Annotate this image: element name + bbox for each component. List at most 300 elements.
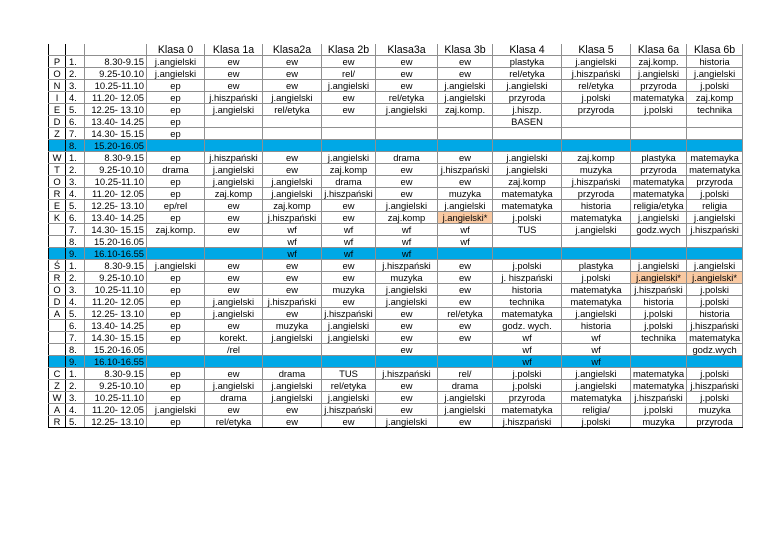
- subject-cell: j.hiszpański: [322, 188, 376, 200]
- subject-cell: ew: [376, 344, 438, 356]
- subject-cell: przyroda: [687, 416, 743, 428]
- lesson-time: 9.25-10.10: [85, 380, 147, 392]
- subject-cell: zaj.komp.: [438, 104, 493, 116]
- subject-cell: ep: [147, 176, 205, 188]
- subject-cell: j.angielski: [562, 380, 631, 392]
- lesson-time: 12.25- 13.10: [85, 104, 147, 116]
- subject-cell: [562, 140, 631, 152]
- subject-cell: wf: [376, 236, 438, 248]
- subject-cell: muzyka: [438, 188, 493, 200]
- subject-cell: j.hiszp.: [493, 104, 562, 116]
- class-header: Klasa 6a: [631, 44, 687, 56]
- day-letter: [49, 140, 66, 152]
- subject-cell: wf: [493, 356, 562, 368]
- subject-cell: [631, 248, 687, 260]
- subject-cell: ep: [147, 128, 205, 140]
- subject-cell: drama: [438, 380, 493, 392]
- lesson-number: 6.: [66, 320, 85, 332]
- subject-cell: j.hiszpański: [687, 380, 743, 392]
- subject-cell: [438, 344, 493, 356]
- subject-cell: ew: [376, 188, 438, 200]
- subject-cell: [562, 116, 631, 128]
- subject-cell: j.hiszpański: [205, 152, 263, 164]
- day-letter: O: [49, 284, 66, 296]
- subject-cell: technika: [493, 296, 562, 308]
- lesson-time: 10.25-11.10: [85, 392, 147, 404]
- lesson-number: 1.: [66, 260, 85, 272]
- day-letter: W: [49, 152, 66, 164]
- class-header: Klasa 3b: [438, 44, 493, 56]
- subject-cell: matematyka: [631, 188, 687, 200]
- subject-cell: ep: [147, 272, 205, 284]
- subject-cell: zaj.komp.: [147, 224, 205, 236]
- subject-cell: j.polski: [493, 212, 562, 224]
- subject-cell: j.polski: [493, 368, 562, 380]
- subject-cell: ep: [147, 284, 205, 296]
- lesson-number: 2.: [66, 272, 85, 284]
- subject-cell: zaj.komp: [263, 200, 322, 212]
- subject-cell: matematyka: [562, 392, 631, 404]
- subject-cell: ew: [322, 416, 376, 428]
- day-letter: C: [49, 368, 66, 380]
- subject-cell: [322, 116, 376, 128]
- lesson-row: [49, 56, 743, 68]
- lesson-row: [49, 416, 743, 428]
- subject-cell: matematyka: [493, 308, 562, 320]
- subject-cell: ew: [376, 56, 438, 68]
- subject-cell: muzyka: [322, 284, 376, 296]
- subject-cell: wf: [263, 248, 322, 260]
- subject-cell: godz. wych.: [493, 320, 562, 332]
- day-letter: I: [49, 92, 66, 104]
- lesson-row: [49, 368, 743, 380]
- subject-cell: ep: [147, 92, 205, 104]
- subject-cell: [205, 236, 263, 248]
- subject-cell: ep: [147, 392, 205, 404]
- lesson-time: 8.30-9.15: [85, 368, 147, 380]
- subject-cell: [438, 356, 493, 368]
- lesson-time: 9.25-10.10: [85, 68, 147, 80]
- lesson-time: 12.25- 13.10: [85, 416, 147, 428]
- subject-cell: matematyka: [631, 368, 687, 380]
- subject-cell: j.angielski: [631, 260, 687, 272]
- lesson-number: 3.: [66, 176, 85, 188]
- subject-cell: j.hiszpański: [205, 92, 263, 104]
- subject-cell: j.angielski: [147, 68, 205, 80]
- subject-cell: ep: [147, 80, 205, 92]
- subject-cell: ew: [376, 392, 438, 404]
- subject-cell: ew: [438, 152, 493, 164]
- day-letter: K: [49, 212, 66, 224]
- lesson-number: 2.: [66, 380, 85, 392]
- subject-cell: ep: [147, 380, 205, 392]
- subject-cell: ep: [147, 116, 205, 128]
- subject-cell: j.angielski: [631, 212, 687, 224]
- subject-cell: wf: [562, 356, 631, 368]
- lesson-row: [49, 248, 743, 260]
- subject-cell: [687, 128, 743, 140]
- subject-cell: j.angielski*: [438, 212, 493, 224]
- subject-cell: ew: [263, 56, 322, 68]
- subject-cell: matematyka: [631, 176, 687, 188]
- subject-cell: religia: [687, 200, 743, 212]
- subject-cell: j.angielski: [376, 200, 438, 212]
- subject-cell: ep: [147, 188, 205, 200]
- subject-cell: ew: [205, 200, 263, 212]
- day-letter: N: [49, 80, 66, 92]
- subject-cell: wf: [562, 332, 631, 344]
- lesson-time: 8.30-9.15: [85, 260, 147, 272]
- subject-cell: [493, 140, 562, 152]
- subject-cell: matematyka: [562, 296, 631, 308]
- lesson-number: 7.: [66, 332, 85, 344]
- lesson-row: [49, 404, 743, 416]
- subject-cell: j.angielski: [438, 200, 493, 212]
- lesson-number: 9.: [66, 356, 85, 368]
- day-letter: T: [49, 164, 66, 176]
- subject-cell: rel/etyka: [438, 308, 493, 320]
- day-letter: R: [49, 188, 66, 200]
- subject-cell: ew: [322, 92, 376, 104]
- subject-cell: ew: [322, 56, 376, 68]
- subject-cell: j.hiszpański: [493, 416, 562, 428]
- subject-cell: j.polski: [687, 80, 743, 92]
- subject-cell: j.angielski: [562, 308, 631, 320]
- lesson-number: 5.: [66, 200, 85, 212]
- subject-cell: j.angielski: [322, 332, 376, 344]
- subject-cell: rel/etyka: [562, 80, 631, 92]
- subject-cell: j.hiszpański: [263, 296, 322, 308]
- subject-cell: j.angielski: [263, 332, 322, 344]
- lesson-time: 13.40- 14.25: [85, 212, 147, 224]
- subject-cell: ep: [147, 416, 205, 428]
- subject-cell: j.angielski: [263, 380, 322, 392]
- day-letter: W: [49, 392, 66, 404]
- lesson-row: [49, 128, 743, 140]
- subject-cell: j.angielski: [438, 404, 493, 416]
- subject-cell: rel/etyka: [493, 68, 562, 80]
- subject-cell: muzyka: [376, 272, 438, 284]
- subject-cell: historia: [631, 296, 687, 308]
- subject-cell: ew: [376, 68, 438, 80]
- header-blank-cell: [85, 44, 147, 56]
- subject-cell: j.angielski: [263, 176, 322, 188]
- subject-cell: j.angielski: [322, 320, 376, 332]
- subject-cell: j.angielski: [263, 92, 322, 104]
- subject-cell: ew: [205, 224, 263, 236]
- lesson-row: [49, 104, 743, 116]
- subject-cell: wf: [263, 236, 322, 248]
- lesson-number: 6.: [66, 212, 85, 224]
- lesson-number: 5.: [66, 308, 85, 320]
- subject-cell: [205, 248, 263, 260]
- subject-cell: j.hiszpański: [376, 368, 438, 380]
- subject-cell: [687, 116, 743, 128]
- subject-cell: [205, 128, 263, 140]
- subject-cell: historia: [562, 200, 631, 212]
- subject-cell: [147, 248, 205, 260]
- day-letter: E: [49, 104, 66, 116]
- lesson-number: 1.: [66, 56, 85, 68]
- subject-cell: przyroda: [493, 392, 562, 404]
- subject-cell: ew: [263, 284, 322, 296]
- lesson-time: 13.40- 14.25: [85, 320, 147, 332]
- subject-cell: wf: [322, 224, 376, 236]
- subject-cell: rel/etyka: [322, 380, 376, 392]
- subject-cell: ew: [438, 68, 493, 80]
- subject-cell: matematyka: [493, 188, 562, 200]
- subject-cell: ep: [147, 152, 205, 164]
- lesson-row: [49, 320, 743, 332]
- header-row: [49, 44, 743, 56]
- subject-cell: ew: [263, 152, 322, 164]
- subject-cell: matematyka: [493, 200, 562, 212]
- subject-cell: j.hiszpański: [438, 164, 493, 176]
- subject-cell: wf: [376, 248, 438, 260]
- subject-cell: zaj.komp: [205, 188, 263, 200]
- subject-cell: j.angielski: [493, 152, 562, 164]
- lesson-number: 3.: [66, 284, 85, 296]
- subject-cell: j.hiszpański: [562, 176, 631, 188]
- subject-cell: drama: [147, 164, 205, 176]
- subject-cell: TUS: [493, 224, 562, 236]
- subject-cell: [631, 344, 687, 356]
- subject-cell: rel/etyka: [376, 92, 438, 104]
- subject-cell: ew: [205, 80, 263, 92]
- subject-cell: [687, 140, 743, 152]
- subject-cell: [263, 116, 322, 128]
- subject-cell: ew: [376, 332, 438, 344]
- subject-cell: technika: [631, 332, 687, 344]
- subject-cell: matematyka: [687, 332, 743, 344]
- lesson-row: [49, 92, 743, 104]
- subject-cell: ew: [322, 200, 376, 212]
- lesson-row: [49, 188, 743, 200]
- subject-cell: j.angielski: [687, 212, 743, 224]
- subject-cell: [687, 356, 743, 368]
- lesson-time: 15.20-16.05: [85, 140, 147, 152]
- subject-cell: korekt.: [205, 332, 263, 344]
- subject-cell: j.polski: [687, 284, 743, 296]
- subject-cell: ew: [438, 260, 493, 272]
- lesson-number: 7.: [66, 224, 85, 236]
- subject-cell: historia: [562, 320, 631, 332]
- subject-cell: rel/etyka: [263, 104, 322, 116]
- lesson-time: 9.25-10.10: [85, 164, 147, 176]
- subject-cell: [205, 140, 263, 152]
- subject-cell: rel/: [322, 68, 376, 80]
- lesson-time: 14.30- 15.15: [85, 128, 147, 140]
- lesson-row: [49, 212, 743, 224]
- subject-cell: j.angielski: [322, 392, 376, 404]
- lesson-row: [49, 296, 743, 308]
- subject-cell: religia/: [562, 404, 631, 416]
- subject-cell: muzyka: [687, 404, 743, 416]
- subject-cell: [493, 248, 562, 260]
- subject-cell: matematyka: [493, 404, 562, 416]
- subject-cell: j.angielski: [322, 152, 376, 164]
- subject-cell: historia: [687, 56, 743, 68]
- lesson-number: 2.: [66, 68, 85, 80]
- subject-cell: drama: [376, 152, 438, 164]
- subject-cell: [322, 128, 376, 140]
- subject-cell: [205, 356, 263, 368]
- lesson-row: [49, 200, 743, 212]
- subject-cell: j.polski: [631, 404, 687, 416]
- subject-cell: j.polski: [687, 188, 743, 200]
- subject-cell: j.hiszpański: [376, 260, 438, 272]
- subject-cell: ew: [263, 80, 322, 92]
- subject-cell: [438, 116, 493, 128]
- subject-cell: ew: [438, 416, 493, 428]
- subject-cell: ew: [205, 284, 263, 296]
- subject-cell: j.angielski: [438, 392, 493, 404]
- subject-cell: j.polski: [493, 380, 562, 392]
- subject-cell: [205, 116, 263, 128]
- lesson-time: 11.20- 12.05: [85, 404, 147, 416]
- subject-cell: j.polski: [562, 92, 631, 104]
- lesson-row: [49, 140, 743, 152]
- subject-cell: j.polski: [687, 296, 743, 308]
- subject-cell: j.angielski*: [687, 272, 743, 284]
- subject-cell: [493, 236, 562, 248]
- subject-cell: zaj.komp: [376, 212, 438, 224]
- subject-cell: [263, 344, 322, 356]
- subject-cell: przyroda: [687, 176, 743, 188]
- subject-cell: ew: [263, 272, 322, 284]
- subject-cell: ew: [438, 296, 493, 308]
- subject-cell: j.angielski: [562, 224, 631, 236]
- subject-cell: [438, 140, 493, 152]
- subject-cell: [322, 356, 376, 368]
- lesson-row: [49, 344, 743, 356]
- class-header: Klasa3a: [376, 44, 438, 56]
- subject-cell: wf: [438, 224, 493, 236]
- subject-cell: [631, 116, 687, 128]
- subject-cell: [263, 128, 322, 140]
- lesson-time: 9.25-10.10: [85, 272, 147, 284]
- day-letter: O: [49, 176, 66, 188]
- day-letter: R: [49, 416, 66, 428]
- subject-cell: ew: [263, 404, 322, 416]
- subject-cell: godz.wych: [631, 224, 687, 236]
- subject-cell: muzyka: [631, 416, 687, 428]
- lesson-time: 16.10-16.55: [85, 356, 147, 368]
- subject-cell: [263, 356, 322, 368]
- lesson-row: [49, 380, 743, 392]
- subject-cell: j.polski: [687, 392, 743, 404]
- lesson-number: 4.: [66, 92, 85, 104]
- subject-cell: j.angielski: [147, 260, 205, 272]
- lesson-number: 8.: [66, 140, 85, 152]
- lesson-number: 1.: [66, 368, 85, 380]
- subject-cell: ew: [376, 80, 438, 92]
- subject-cell: ew: [322, 260, 376, 272]
- subject-cell: j.angielski: [562, 56, 631, 68]
- day-letter: D: [49, 296, 66, 308]
- subject-cell: j.angielski: [493, 80, 562, 92]
- subject-cell: [562, 236, 631, 248]
- lesson-row: [49, 236, 743, 248]
- subject-cell: TUS: [322, 368, 376, 380]
- day-letter: Z: [49, 128, 66, 140]
- subject-cell: ew: [205, 68, 263, 80]
- lesson-row: [49, 308, 743, 320]
- subject-cell: matematyka: [631, 380, 687, 392]
- subject-cell: j.hiszpański: [687, 320, 743, 332]
- subject-cell: [687, 236, 743, 248]
- subject-cell: [562, 128, 631, 140]
- subject-cell: [631, 140, 687, 152]
- class-header: Klasa 5: [562, 44, 631, 56]
- lesson-row: [49, 68, 743, 80]
- subject-cell: j.hiszpański: [322, 308, 376, 320]
- subject-cell: ew: [263, 308, 322, 320]
- subject-cell: rel/: [438, 368, 493, 380]
- subject-cell: matematyka: [687, 164, 743, 176]
- subject-cell: j.hiszpański: [322, 404, 376, 416]
- subject-cell: ew: [376, 320, 438, 332]
- subject-cell: przyroda: [562, 104, 631, 116]
- subject-cell: ep: [147, 368, 205, 380]
- subject-cell: wf: [438, 236, 493, 248]
- subject-cell: ew: [376, 380, 438, 392]
- subject-cell: [376, 128, 438, 140]
- day-letter: [49, 224, 66, 236]
- subject-cell: muzyka: [562, 164, 631, 176]
- lesson-time: 8.30-9.15: [85, 152, 147, 164]
- subject-cell: ew: [376, 164, 438, 176]
- subject-cell: ew: [322, 296, 376, 308]
- subject-cell: drama: [322, 176, 376, 188]
- lesson-row: [49, 356, 743, 368]
- lesson-number: 4.: [66, 188, 85, 200]
- subject-cell: wf: [562, 344, 631, 356]
- subject-cell: j.hiszpański: [562, 68, 631, 80]
- lesson-row: [49, 272, 743, 284]
- subject-cell: j.polski: [687, 368, 743, 380]
- subject-cell: j.angielski: [205, 176, 263, 188]
- subject-cell: [631, 236, 687, 248]
- subject-cell: [438, 128, 493, 140]
- subject-cell: ew: [438, 176, 493, 188]
- subject-cell: przyroda: [631, 164, 687, 176]
- subject-cell: j.angielski: [205, 164, 263, 176]
- lesson-number: 8.: [66, 236, 85, 248]
- lesson-time: 8.30-9.15: [85, 56, 147, 68]
- header-blank-cell: [66, 44, 85, 56]
- subject-cell: zaj.komp: [562, 152, 631, 164]
- subject-cell: [493, 128, 562, 140]
- subject-cell: j.angielski: [263, 392, 322, 404]
- subject-cell: j.angielski: [376, 416, 438, 428]
- subject-cell: j.hiszpański: [687, 224, 743, 236]
- lesson-number: 6.: [66, 116, 85, 128]
- subject-cell: ep: [147, 308, 205, 320]
- subject-cell: ew: [322, 272, 376, 284]
- day-letter: Ś: [49, 260, 66, 272]
- day-letter: D: [49, 116, 66, 128]
- lesson-time: 10.25-11.10: [85, 80, 147, 92]
- subject-cell: /rel: [205, 344, 263, 356]
- lesson-number: 5.: [66, 416, 85, 428]
- subject-cell: j.polski: [562, 416, 631, 428]
- subject-cell: zaj.komp: [493, 176, 562, 188]
- subject-cell: BASEN: [493, 116, 562, 128]
- subject-cell: [147, 344, 205, 356]
- subject-cell: j. hiszpański: [493, 272, 562, 284]
- subject-cell: j.angielski: [493, 164, 562, 176]
